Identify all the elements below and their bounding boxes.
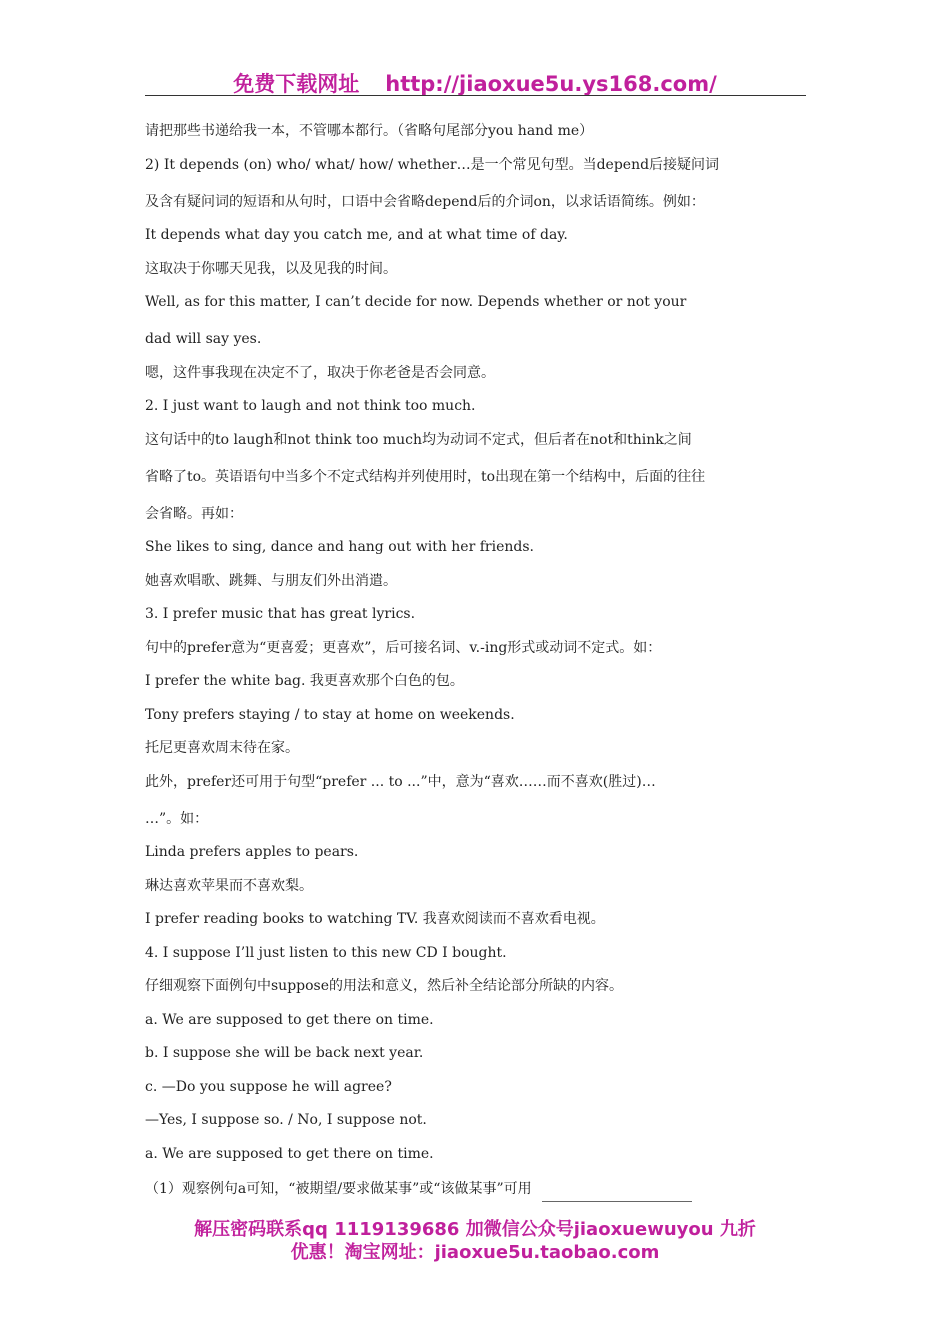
footer-line-1: 解压密码联系qq 1119139686 加微信公众号jiaoxuewuyou 九折 [194, 1219, 756, 1240]
text-line: 琳达喜欢苹果而不喜欢梨。 [145, 877, 313, 894]
text-line: 及含有疑问词的短语和从句时，口语中会省略depend后的介词on，以求话语简练。例如： [145, 193, 705, 210]
text-line: 此外，prefer还可用于句型“prefer ... to ...”中，意为“喜欢……而不喜欢(胜过)… [145, 773, 656, 790]
answer-blank[interactable] [542, 1185, 692, 1202]
text-line: 嗯，这件事我现在决定不了，取决于你老爸是否会同意。 [145, 364, 495, 381]
text-line: I prefer the white bag. 我更喜欢那个白色的包。 [145, 673, 464, 689]
text-line: —Yes, I suppose so. / No, I suppose not. [145, 1112, 427, 1128]
text-line: a. We are supposed to get there on time. [145, 1145, 434, 1162]
question-text: （1）观察例句a可知，“被期望/要求做某事”或“该做某事”可用 [145, 1181, 532, 1197]
text-line: dad will say yes. [145, 331, 262, 347]
text-line: …”。如： [145, 810, 209, 827]
text-line: It depends what day you catch me, and at what time of day. [145, 227, 568, 243]
text-line: 2) It depends (on) who/ what/ how/ whether…是一个常见句型。当depend后接疑问词 [145, 156, 720, 173]
header-url-link[interactable]: http://jiaoxue5u.ys168.com/ [385, 72, 717, 96]
footer-line-2: 优惠！淘宝网址：jiaoxue5u.taobao.com [290, 1242, 660, 1263]
text-line: She likes to sing, dance and hang out with her friends. [145, 539, 534, 555]
text-line: 仔细观察下面例句中suppose的用法和意义，然后补全结论部分所缺的内容。 [145, 978, 624, 994]
text-line: Tony prefers staying / to stay at home on weekends. [145, 706, 515, 723]
header-divider [145, 95, 806, 96]
text-line: 3. I prefer music that has great lyrics. [145, 606, 416, 622]
text-line: 这句话中的to laugh和not think too much均为动词不定式，但后者在not和think之间 [145, 431, 692, 448]
text-line [145, 1176, 807, 1210]
text-line: a. We are supposed to get there on time. [145, 1011, 434, 1028]
text-line: 她喜欢唱歌、跳舞、与朋友们外出消遣。 [145, 572, 397, 589]
text-line: Linda prefers apples to pears. [145, 844, 359, 860]
text-line: 句中的prefer意为“更喜爱；更喜欢”，后可接名词、v.-ing形式或动词不定式。如： [145, 639, 662, 656]
text-line: 会省略。再如： [145, 505, 243, 522]
text-line: 请把那些书递给我一本，不管哪本都行。（省略句尾部分you hand me） [145, 123, 594, 139]
text-line: c. —Do you suppose he will agree? [145, 1078, 392, 1095]
text-line: 托尼更喜欢周末待在家。 [145, 740, 299, 756]
header-label: 免费下载网址 [233, 72, 360, 96]
download-header [145, 68, 805, 98]
text-line: b. I suppose she will be back next year. [145, 1045, 424, 1061]
text-line: Well, as for this matter, I can’t decide for now. Depends whether or not your [145, 294, 687, 310]
text-line: I prefer reading books to watching TV. 我喜欢阅读而不喜欢看电视。 [145, 911, 605, 927]
contact-footer [145, 1218, 805, 1264]
document-body [145, 118, 807, 1210]
text-line: 4. I suppose I’ll just listen to this new CD I bought. [145, 944, 507, 961]
text-line: 2. I just want to laugh and not think too much. [145, 398, 476, 414]
text-line: 省略了to。英语语句中当多个不定式结构并列使用时，to出现在第一个结构中，后面的往往 [145, 468, 706, 485]
text-line: 这取决于你哪天见我，以及见我的时间。 [145, 260, 397, 277]
